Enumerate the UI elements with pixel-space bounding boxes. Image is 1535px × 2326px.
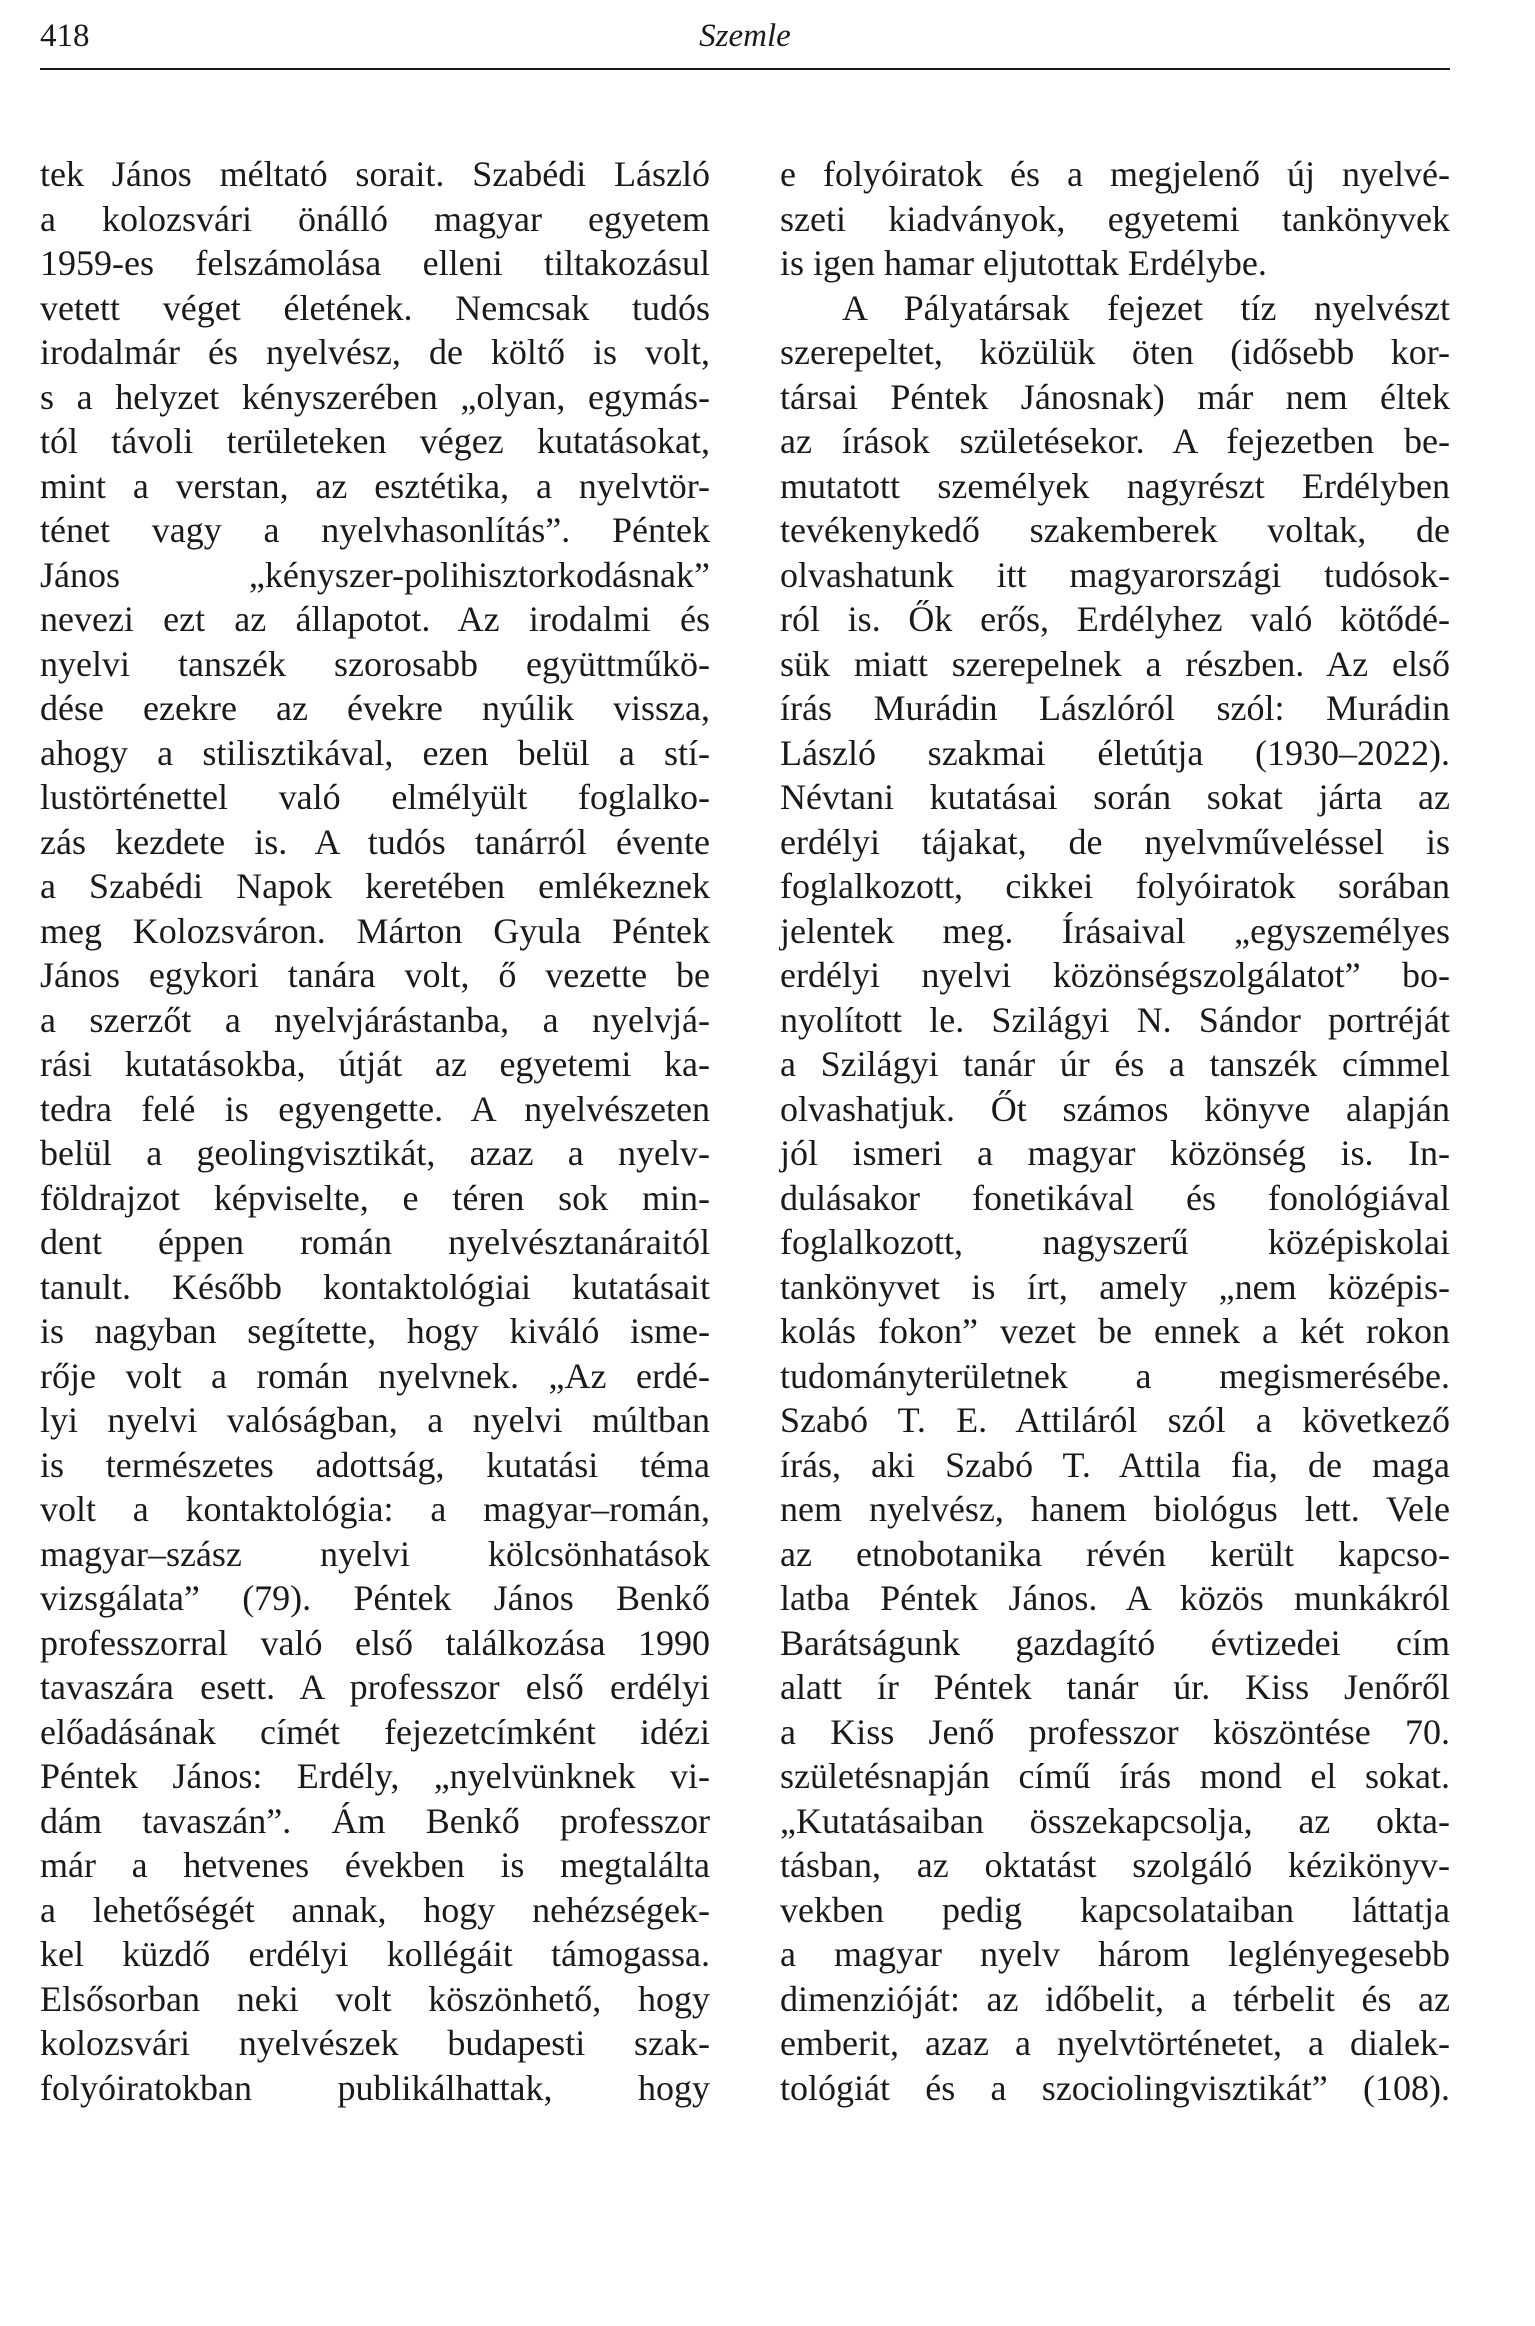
text-line [780, 953, 1450, 998]
text-segment: zás kezdete is. A tudós tanárról évente [40, 821, 710, 862]
text-line [780, 1843, 1450, 1888]
text-line [780, 1754, 1450, 1799]
text-line [780, 1087, 1450, 1132]
text-segment: latba Péntek János. A közös munkákról [780, 1578, 1450, 1618]
text-line [780, 1176, 1450, 1221]
page-number: 418 [40, 18, 90, 54]
text-line [40, 464, 710, 509]
text-line [40, 1131, 710, 1176]
text-segment: erdélyi tájakat, de nyelvműveléssel is [780, 821, 1450, 862]
text-segment: is természetes adottság, kutatási téma [40, 1444, 710, 1485]
text-segment: dimenzióját: az időbelit, a térbelit és az [780, 1978, 1450, 2019]
text-line [780, 1487, 1450, 1532]
text-line [780, 508, 1450, 553]
text-segment: a kolozsvári önálló magyar egyetem [40, 198, 710, 239]
text-segment: nem nyelvész, hanem biológus lett. Vele [780, 1489, 1450, 1529]
text-line [780, 731, 1450, 776]
text-line [40, 1220, 710, 1265]
text-line [40, 642, 710, 687]
text-segment: tudományterületnek a megismerésébe. [780, 1355, 1450, 1396]
text-segment: az [780, 1533, 857, 1574]
text-line [780, 1309, 1450, 1354]
text-segment: magyar–szász nyelvi kölcsönhatások [40, 1533, 710, 1574]
right-text-column [780, 152, 1450, 2110]
text-segment: János egykori tanára volt, ő vezette be [40, 955, 710, 995]
text-line [40, 1754, 710, 1799]
text-line [780, 1932, 1450, 1977]
text-segment: előadásának címét fejezetcímként idézi [40, 1711, 710, 1752]
text-segment: a lehetőségét annak, hogy nehézségek- [40, 1889, 710, 1930]
text-segment: nyolított le. Szilágyi N. Sándor portréját [780, 999, 1450, 1040]
text-line [40, 1042, 710, 1087]
text-segment: olvashatunk itt magyarországi tudósok- [780, 554, 1450, 595]
text-segment: belül a geolingvisztikát, azaz a nyelv- [40, 1133, 710, 1173]
text-segment: dése ezekre az évekre nyúlik vissza, [40, 688, 710, 728]
text-segment: társai Péntek Jánosnak) már nem éltek [780, 376, 1450, 417]
text-segment: tásban, az oktatást szolgáló kézikönyv- [780, 1845, 1450, 1885]
text-line [780, 775, 1450, 820]
text-segment: a [780, 1711, 831, 1752]
text-line [40, 286, 710, 331]
text-segment: „Kutatásaiban összekapcsolja, az okta- [780, 1800, 1450, 1841]
text-line [780, 1131, 1450, 1176]
text-segment: a szerzőt a nyelvjárástanba, a nyelvjá- [40, 999, 710, 1040]
text-segment: a Szabédi Napok keretében emlékeznek [40, 866, 710, 906]
text-line [40, 241, 710, 286]
text-segment: Névtani kutatásai során sokat járta az [780, 777, 1450, 817]
text-line [780, 330, 1450, 375]
text-line [40, 1087, 710, 1132]
text-segment: professzorral való első találkozása 1990 [40, 1622, 710, 1663]
text-line [40, 553, 710, 598]
text-line [780, 1354, 1450, 1399]
text-line [40, 1843, 710, 1888]
text-line [40, 775, 710, 820]
text-line [40, 1443, 710, 1488]
text-line [780, 2066, 1450, 2111]
text-segment: volt a kontaktológia: a magyar–román, [40, 1489, 710, 1529]
text-line [40, 1265, 710, 1310]
text-segment: lyi nyelvi valóságban, a nyelvi múltban [40, 1400, 710, 1440]
text-segment: dulásakor fonetikával és fonológiával [780, 1177, 1450, 1218]
text-segment: irodalmár és nyelvész, de költő is volt, [40, 332, 710, 372]
text-line [780, 152, 1450, 197]
text-segment: tevékenykedő szakemberek voltak, de [780, 510, 1450, 550]
text-segment: A [842, 287, 904, 328]
text-segment: Péntek János: [40, 1756, 297, 1796]
text-segment: mint a verstan, az esztétika, a nyelvtör- [40, 465, 710, 506]
text-segment: szerepeltet, közülük öten (idősebb kor- [780, 332, 1450, 372]
text-segment: révén került kapcso- [1041, 1533, 1450, 1574]
text-line [40, 1176, 710, 1221]
text-segment: vekben pedig kapcsolataiban láttatja [780, 1889, 1450, 1930]
text-segment: tológiát és a szociolingvisztikát” (108). [780, 2067, 1450, 2108]
text-segment: tavaszára esett. A professzor első erdélyi [40, 1667, 710, 1707]
text-line [40, 864, 710, 909]
text-line [780, 686, 1450, 731]
text-segment: ténet vagy a nyelvhasonlítás”. Péntek [40, 510, 710, 550]
text-line [40, 731, 710, 776]
text-segment: a [780, 1044, 821, 1084]
text-line [40, 1576, 710, 1621]
italic-text: Erdély, „nyelvünknek vi- [296, 1756, 710, 1796]
text-line [40, 1309, 710, 1354]
text-segment: című írás mond el sokat. [989, 1756, 1450, 1796]
text-segment: kel küzdő erdélyi kollégáit támogassa. [40, 1934, 710, 1974]
text-segment: fejezet tíz nyelvészt [1069, 287, 1450, 328]
text-segment: folyóiratokban publikálhattak, hogy [40, 2067, 710, 2108]
text-segment: alatt ír Péntek tanár úr. Kiss Jenőről [780, 1667, 1450, 1707]
text-line [780, 1888, 1450, 1933]
text-line [780, 1220, 1450, 1265]
running-title: Szemle [699, 18, 791, 54]
text-line [780, 820, 1450, 865]
text-line [780, 1443, 1450, 1488]
text-line [40, 508, 710, 553]
italic-text: dám tavaszán” [40, 1800, 283, 1841]
text-segment: foglalkozott, nagyszerű középiskolai [780, 1222, 1450, 1262]
text-segment: címmel [1317, 1044, 1451, 1084]
text-segment: erdélyi nyelvi közönségszolgálatot” bo- [780, 955, 1450, 995]
text-segment: nyelvi tanszék szorosabb együttműkö- [40, 643, 710, 684]
italic-text: Pályatársak [903, 287, 1070, 328]
text-segment: . [1441, 732, 1450, 773]
text-line [780, 553, 1450, 598]
text-segment: írás Murádin Lászlóról szól: [780, 688, 1327, 728]
text-line [40, 2066, 710, 2111]
text-line [40, 1487, 710, 1532]
text-line [780, 1576, 1450, 1621]
text-segment: meg Kolozsváron. Márton Gyula Péntek [40, 910, 710, 951]
text-line [40, 197, 710, 242]
italic-text: születésnapján [780, 1756, 990, 1796]
text-segment: tól távoli területeken végez kutatásokat, [40, 421, 710, 461]
text-segment: 1959-es felszámolása elleni tiltakozásul [40, 243, 710, 283]
text-line [40, 375, 710, 420]
text-line [40, 953, 710, 998]
text-segment: dent éppen román nyelvésztanáraitól [40, 1222, 710, 1262]
text-line [780, 375, 1450, 420]
text-line [40, 1977, 710, 2022]
text-line [780, 864, 1450, 909]
text-line [40, 152, 710, 197]
page-header [40, 8, 1450, 70]
text-line [780, 1665, 1450, 1710]
text-segment: mutatott személyek nagyrészt Erdélyben [780, 465, 1450, 506]
text-line [40, 686, 710, 731]
text-line [780, 1398, 1450, 1443]
text-line [780, 642, 1450, 687]
text-line [780, 1265, 1450, 1310]
text-segment: s a helyzet kényszerében „olyan, egymás- [40, 376, 710, 417]
text-segment: olvashatjuk. Őt számos könyve alapján [780, 1088, 1450, 1129]
text-segment: már a hetvenes években is megtalálta [40, 1845, 710, 1885]
text-line [780, 909, 1450, 954]
text-line [40, 1665, 710, 1710]
text-segment: a magyar nyelv három leglényegesebb [780, 1934, 1450, 1974]
text-segment: kolozsvári nyelvészek budapesti szak- [40, 2023, 710, 2063]
text-line [780, 1042, 1450, 1087]
text-line [40, 1354, 710, 1399]
text-segment: sük miatt szerepelnek a részben. Az első [780, 643, 1450, 684]
text-line [40, 1398, 710, 1443]
text-segment: rője volt a román nyelvnek. „Az erdé- [40, 1355, 710, 1396]
text-line [780, 597, 1450, 642]
left-text-column [40, 152, 710, 2110]
text-line [780, 1621, 1450, 1666]
text-line [40, 1621, 710, 1666]
italic-text: Murádin [1326, 688, 1450, 728]
text-line [780, 1799, 1450, 1844]
italic-text: etnobotanika [856, 1533, 1042, 1574]
text-segment: tedra felé is egyengette. A nyelvészeten [40, 1088, 710, 1129]
text-segment: tankönyvet is írt, amely „nem középis- [780, 1266, 1450, 1307]
text-line [780, 197, 1450, 242]
text-segment: is nagyban segítette, hogy kiváló isme- [40, 1311, 710, 1351]
text-segment: az írások születésekor. A fejezetben be- [780, 421, 1450, 461]
text-line [780, 2021, 1450, 2066]
text-line [40, 1710, 710, 1755]
text-line [40, 1532, 710, 1577]
text-segment: nevezi ezt az állapotot. Az irodalmi és [40, 599, 710, 639]
text-segment: . Ám Benkő professzor [282, 1800, 710, 1841]
text-line [40, 998, 710, 1043]
text-line [780, 998, 1450, 1043]
text-segment: ahogy a stilisztikával, ezen belül a stí- [40, 732, 710, 773]
text-segment: kolás fokon” vezet be ennek a két rokon [780, 1311, 1450, 1351]
italic-text: Szilágyi tanár úr és a tanszék [820, 1044, 1318, 1084]
text-line [40, 1888, 710, 1933]
text-segment: cím [1340, 1622, 1450, 1663]
text-segment: foglalkozott, cikkei folyóiratok sorában [780, 866, 1450, 906]
italic-text: Barátságunk gazdagító évtizedei [780, 1622, 1341, 1663]
text-segment: János „kényszer-polihisztorkodásnak” [40, 554, 710, 595]
text-line [780, 419, 1450, 464]
text-line [40, 820, 710, 865]
text-segment: Elsősorban neki volt köszönhető, hogy [40, 1978, 710, 2019]
text-segment: lustörténettel való elmélyült foglalko- [40, 777, 710, 817]
text-segment: Szabó T. E. Attiláról szól a következő [780, 1400, 1450, 1440]
text-segment: rási kutatásokba, útját az egyetemi ka- [40, 1044, 710, 1084]
text-line [40, 2021, 710, 2066]
text-line [40, 909, 710, 954]
italic-text: László szakmai életútja (1930–2022) [780, 732, 1441, 773]
text-line [40, 330, 710, 375]
text-segment: is igen hamar eljutottak Erdélybe. [780, 243, 1267, 283]
text-segment: emberit, azaz a nyelvtörténetet, a dialek- [780, 2023, 1450, 2063]
text-segment: jelentek meg. Írásaival „egyszemélyes [780, 910, 1450, 951]
text-line [40, 597, 710, 642]
text-segment: ról is. Ők erős, Erdélyhez való kötődé- [780, 599, 1450, 639]
text-segment: földrajzot képviselte, e téren sok min- [40, 1177, 710, 1218]
text-segment: tek János méltató sorait. Szabédi László [40, 154, 710, 194]
text-line [780, 286, 1450, 331]
text-line [40, 419, 710, 464]
text-segment: tanult. Később kontaktológiai kutatásait [40, 1266, 710, 1307]
text-segment: e folyóiratok és a megjelenő új nyelvé- [780, 154, 1450, 194]
text-line [780, 241, 1450, 286]
text-line [780, 464, 1450, 509]
italic-text: Kiss Jenő professzor köszöntése 70. [830, 1711, 1450, 1752]
text-line [780, 1977, 1450, 2022]
text-segment: jól ismeri a magyar közönség is. In- [780, 1133, 1450, 1173]
text-segment: vetett véget életének. Nemcsak tudós [40, 287, 710, 328]
text-line [40, 1932, 710, 1977]
text-segment: szeti kiadványok, egyetemi tankönyvek [780, 198, 1450, 239]
text-segment: vizsgálata” (79). Péntek János Benkő [40, 1578, 710, 1618]
text-line [780, 1710, 1450, 1755]
text-line [780, 1532, 1450, 1577]
text-line [40, 1799, 710, 1844]
text-segment: írás, aki Szabó T. Attila fia, de maga [780, 1444, 1450, 1485]
